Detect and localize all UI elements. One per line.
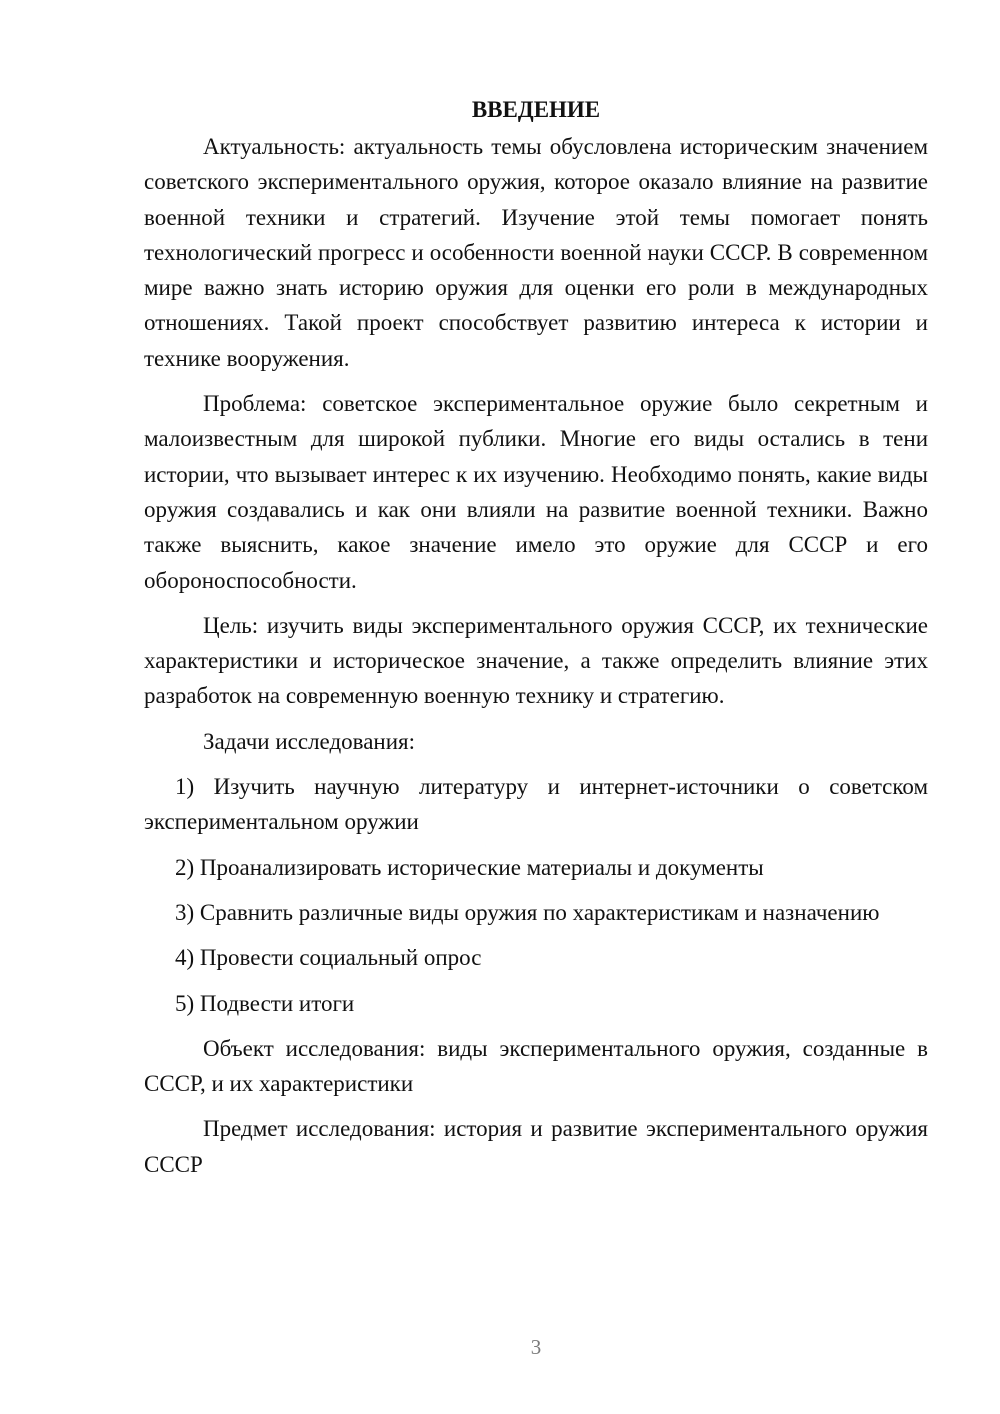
tasks-intro: Задачи исследования: (203, 728, 416, 754)
task-item: 4) Провести социальный опрос (175, 945, 482, 971)
task-item: 1) Изучить научную литературу и интернет-источники о советском экспериментальном оружии (144, 774, 928, 835)
task-item: 3) Сравнить различные виды оружия по характеристикам и назначению (175, 899, 880, 925)
task-item: 5) Подвести итоги (175, 990, 355, 1016)
goal-paragraph: Цель: изучить виды экспериментального оружия СССР, их технические характеристики и историческое значение, а также определить влияние этих разработок на современную военную технику и стратегию. (144, 612, 928, 709)
task-list (144, 769, 928, 1021)
object-paragraph: Объект исследования: виды экспериментального оружия, созданные в СССР, и их характеристики (144, 1035, 928, 1097)
relevance-paragraph: Актуальность: актуальность темы обусловлена историческим значением советского экспериментального оружия, которое оказало влияние на развитие военной техники и стратегий. Изучение этой темы помогает понять технологический прогресс и особенности военной науки СССР. В современном мире важно знать историю оружия для оценки его роли в международных отношениях. Такой проект способствует развитию интереса к истории и технике вооружения. (144, 134, 928, 371)
page-content (144, 92, 928, 1182)
problem-paragraph: Проблема: советское экспериментальное оружие было секретным и малоизвестным для широкой публики. Многие его виды остались в тени истории, что вызывает интерес к их изучению. Необходимо понять, какие виды оружия создавались и как они влияли на развитие военной техники. Важно также выяснить, какое значение имело это оружие для СССР и его обороноспособности. (144, 391, 928, 593)
subject-paragraph: Предмет исследования: история и развитие экспериментального оружия СССР (144, 1116, 928, 1177)
page-number: 3 (530, 1335, 542, 1359)
section-heading: ВВЕДЕНИЕ (471, 97, 601, 122)
task-item: 2) Проанализировать исторические материалы и документы (175, 854, 764, 880)
